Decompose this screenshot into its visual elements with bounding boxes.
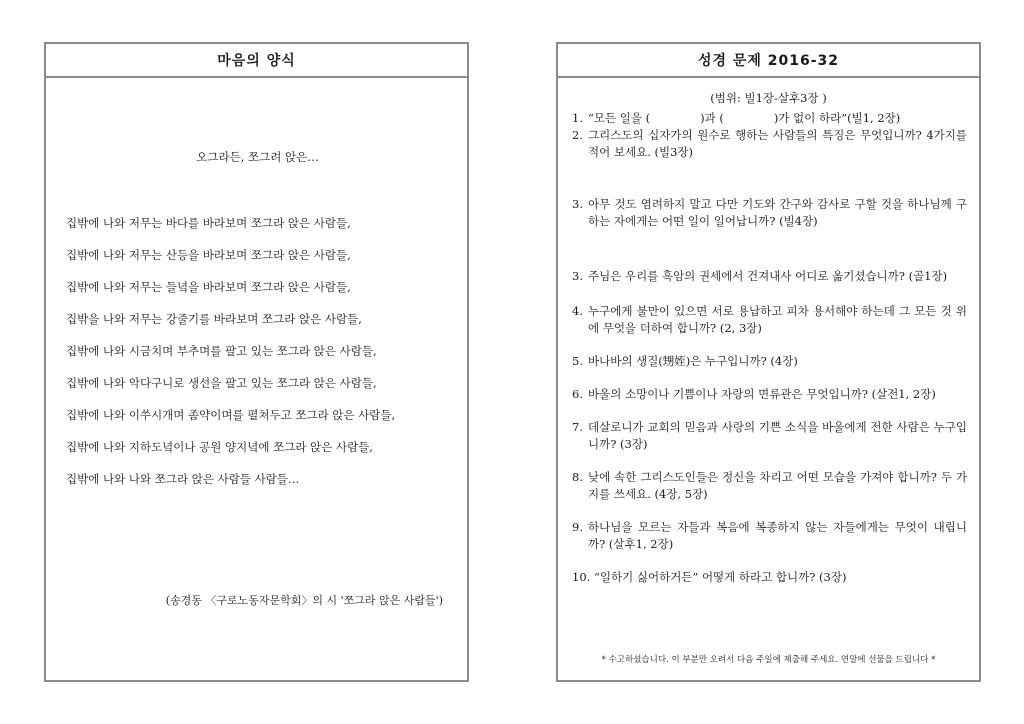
question-item [572,127,967,161]
quiz-range: (범위: 빌1장-살후3장 ) [710,91,827,105]
poem-line: 집밖에 나와 저무는 들녘을 바라보며 쪼그라 앉은 사람들, [66,280,351,294]
question-item [572,268,967,285]
question-number: 3. [572,269,583,283]
question-text: 아무 것도 염려하지 말고 다만 기도와 간구와 감사로 구할 것을 하나님께 구하는 자에게는 어떤 일이 일어납니까? (빌4장) [588,197,967,228]
question-number: 4. [572,304,583,318]
question-text: 데살로니가 교회의 믿음과 사랑의 기쁜 소식을 바울에게 전한 사람은 누구입니까? (3장) [588,420,967,451]
question-number: 9. [572,520,583,534]
right-panel [556,42,981,682]
question-text: 하나님을 모르는 자들과 복음에 복종하지 않는 자들에게는 무엇이 내립니까? (살후1, 2장) [588,520,967,551]
question-number: 5. [572,354,583,368]
question-number: 10. [572,570,591,584]
question-item [572,469,967,503]
question-text: 그리스도의 십자가의 원수로 행하는 사람들의 특징은 무엇입니까? 4가지를 적어 보세요. (빌3장) [588,128,967,159]
question-text: 바나바의 생질(甥姪)은 누구입니까? (4장) [588,354,798,368]
question-list [572,110,967,586]
question-item [572,386,967,403]
poem-line: 집밖에 나와 나와 쪼그라 앉은 사람들 사람들… [66,472,300,486]
question-text: 주님은 우리를 흑암의 권세에서 건져내사 어디로 옮기셨습니까? (골1장) [588,269,948,283]
poem-line: 집밖에 나와 저무는 산등을 바라보며 쪼그라 앉은 사람들, [66,248,351,262]
poem-line: 집밖에 나와 시금치며 부추며를 팔고 있는 쪼그라 앉은 사람들, [66,344,377,358]
question-number: 8. [572,470,583,484]
question-text: 바울의 소망이나 기쁨이나 자랑의 면류관은 무엇입니까? (살전1, 2장) [588,387,936,401]
poem-line: 집밖에 나와 저무는 바다를 바라보며 쪼그라 앉은 사람들, [66,216,351,230]
question-text: “모든 일을 ( )과 ( )가 없이 하라”(빌1, 2장) [588,111,901,125]
question-item [572,110,967,127]
question-number: 1. [572,111,583,125]
poem-line: 집밖에 나와 이쑤시개며 좀약이며를 펼쳐두고 쪼그라 앉은 사람들, [66,408,396,422]
question-item [572,303,967,337]
left-panel-title: 마음의 양식 [46,44,467,78]
poem-line: 집밖을 나와 저무는 강줄기를 바라보며 쪼그라 앉은 사람들, [66,312,362,326]
question-item [572,196,967,230]
question-number: 6. [572,387,583,401]
question-number: 2. [572,128,583,142]
question-text: 낮에 속한 그리스도인들은 정신을 차리고 어떤 모습을 가져야 합니까? 두 가지를 쓰세요. (4장, 5장) [588,470,967,501]
question-text: 누구에게 불만이 있으면 서로 용납하고 피차 용서해야 하는데 그 모든 것 위에 무엇을 더하여 합니까? (2, 3장) [588,304,967,335]
question-number: 3. [572,197,583,211]
poem-source: (송경동 〈구로노동자문학회〉의 시 '쪼그라 앉은 사람들') [165,594,443,607]
question-item [572,569,967,586]
submission-notice: * 수고하셨습니다. 이 부분만 오려서 다음 주일에 제출해 주세요. 연말에 선물을 드립니다 * [601,655,936,665]
poem [66,149,449,495]
question-item [572,353,967,370]
question-number: 7. [572,420,583,434]
poem-line: 집밖에 나와 지하도녘이나 공원 양지녘에 쪼그라 앉은 사람들, [66,440,373,454]
right-panel-title: 성경 문제 2016-32 [558,44,979,78]
question-item [572,419,967,453]
question-text: “일하기 싫어하거든” 어떻게 하라고 합니까? (3장) [594,570,847,584]
question-item [572,519,967,553]
poem-line: 집밖에 나와 악다구니로 생선을 팔고 있는 쪼그라 앉은 사람들, [66,376,377,390]
poem-title: 오그라든, 쪼그려 앉은… [196,150,319,164]
left-panel [44,42,469,682]
